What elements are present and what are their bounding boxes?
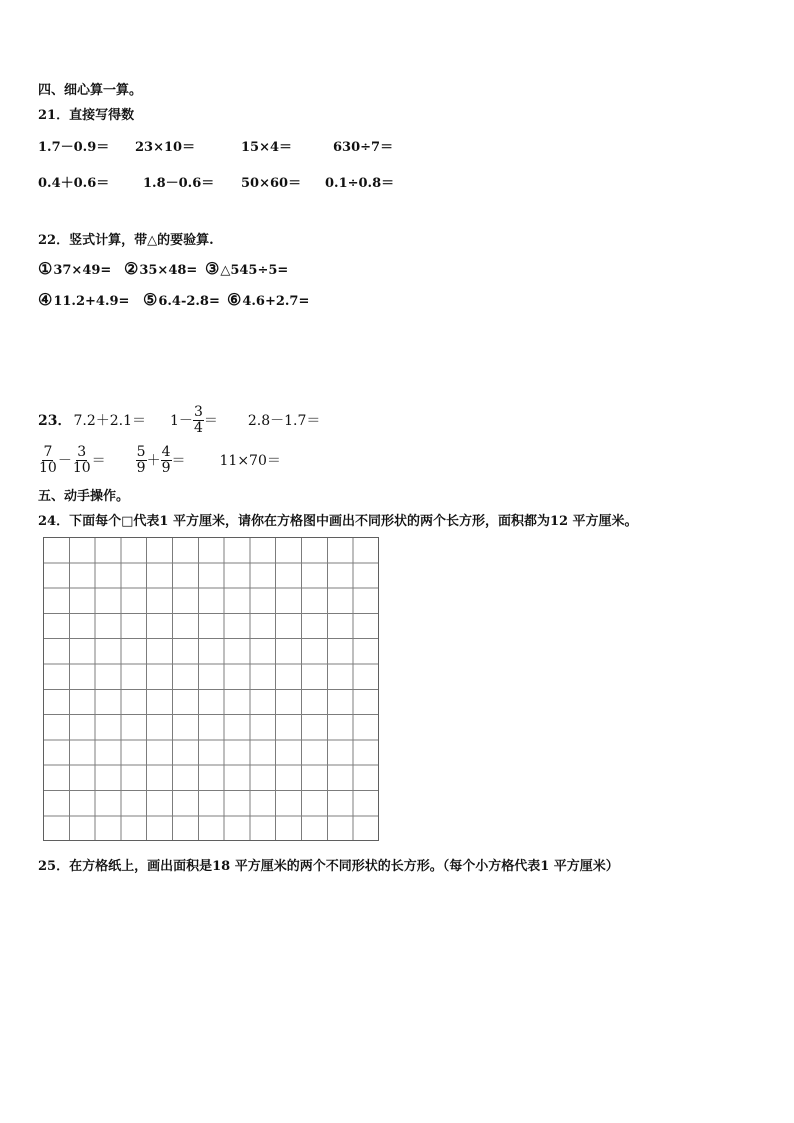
q21-item-1: 1.7－0.9＝ <box>38 140 110 155</box>
circled-number-3: ③ <box>205 259 220 278</box>
question-21-title: 21．直接写得数 <box>38 108 135 123</box>
q21-item-6: 1.8－0.6＝ <box>143 176 215 191</box>
q21-item-4: 630÷7＝ <box>333 140 394 155</box>
q23-item-d-equals: ＝ <box>91 453 106 469</box>
q22-item-5 <box>143 290 220 309</box>
q23-item-a: 7.2＋2.1＝ <box>73 413 147 429</box>
q23-item-f: 11×70＝ <box>219 453 281 469</box>
q23-item-c: 2.8－1.7＝ <box>247 413 321 429</box>
q23-fraction-3-10 <box>72 445 92 476</box>
q21-item-3: 15×4＝ <box>241 140 293 155</box>
fraction-numerator: 5 <box>136 443 146 460</box>
fraction-numerator: 7 <box>43 443 53 460</box>
q23-item-b-equals: ＝ <box>203 413 218 429</box>
circled-number-4: ④ <box>38 290 53 309</box>
q22-expr-4: 11.2+4.9= <box>53 294 130 309</box>
circled-number-2: ② <box>124 259 139 278</box>
circled-number-1: ① <box>38 259 53 278</box>
q23-row-2 <box>38 442 281 478</box>
q23-fraction-4-9 <box>161 445 172 476</box>
fraction-numerator: 3 <box>193 403 203 420</box>
fraction-denominator: 10 <box>39 459 57 476</box>
q23-item-b-whole: 1－ <box>170 413 193 429</box>
q22-item-6 <box>227 290 309 309</box>
fraction-denominator: 9 <box>161 459 171 476</box>
fraction-numerator: 3 <box>77 443 87 460</box>
question-23-label: 23． <box>38 413 72 429</box>
question-25-text: 25．在方格纸上，画出面积是18 平方厘米的两个不同形状的长方形。（每个小方格代表1 平方厘米） <box>38 859 619 874</box>
circled-number-5: ⑤ <box>143 290 158 309</box>
q21-item-5: 0.4＋0.6＝ <box>38 176 110 191</box>
q23-fraction-3-4 <box>193 405 204 436</box>
q21-item-2: 23×10＝ <box>135 140 196 155</box>
question-24-text: 24．下面每个□代表1 平方厘米，请你在方格图中画出不同形状的两个长方形，面积都为12 平方厘米。 <box>38 514 638 529</box>
circled-number-6: ⑥ <box>227 290 242 309</box>
fraction-denominator: 10 <box>72 459 91 476</box>
question-22-title: 22．竖式计算，带△的要验算. <box>38 233 214 248</box>
fraction-numerator: 4 <box>161 443 171 460</box>
q22-expr-3: △545÷5= <box>220 263 289 278</box>
q22-item-3 <box>205 259 288 278</box>
q23-fraction-7-10 <box>38 445 58 476</box>
q22-item-2 <box>124 259 197 278</box>
square-grid <box>43 537 379 841</box>
q22-expr-6: 4.6+2.7= <box>242 294 310 309</box>
q22-expr-5: 6.4-2.8= <box>158 294 220 309</box>
q23-row-1 <box>38 403 320 437</box>
q23-fraction-5-9 <box>136 445 147 476</box>
section-5-title: 五、动手操作。 <box>38 489 130 504</box>
q22-expr-1: 37×49= <box>53 263 112 278</box>
q22-item-4 <box>38 290 129 309</box>
q23-item-e-operator: ＋ <box>146 453 161 469</box>
q21-item-8: 0.1÷0.8＝ <box>325 176 395 191</box>
fraction-denominator: 4 <box>193 419 203 436</box>
section-4-title: 四、细心算一算。 <box>38 83 143 98</box>
q21-item-7: 50×60＝ <box>241 176 302 191</box>
q23-item-e-equals: ＝ <box>171 453 186 469</box>
q22-expr-2: 35×48= <box>139 263 198 278</box>
q23-item-d-operator: － <box>57 453 72 469</box>
fraction-denominator: 9 <box>136 459 146 476</box>
q22-item-1 <box>38 259 111 278</box>
